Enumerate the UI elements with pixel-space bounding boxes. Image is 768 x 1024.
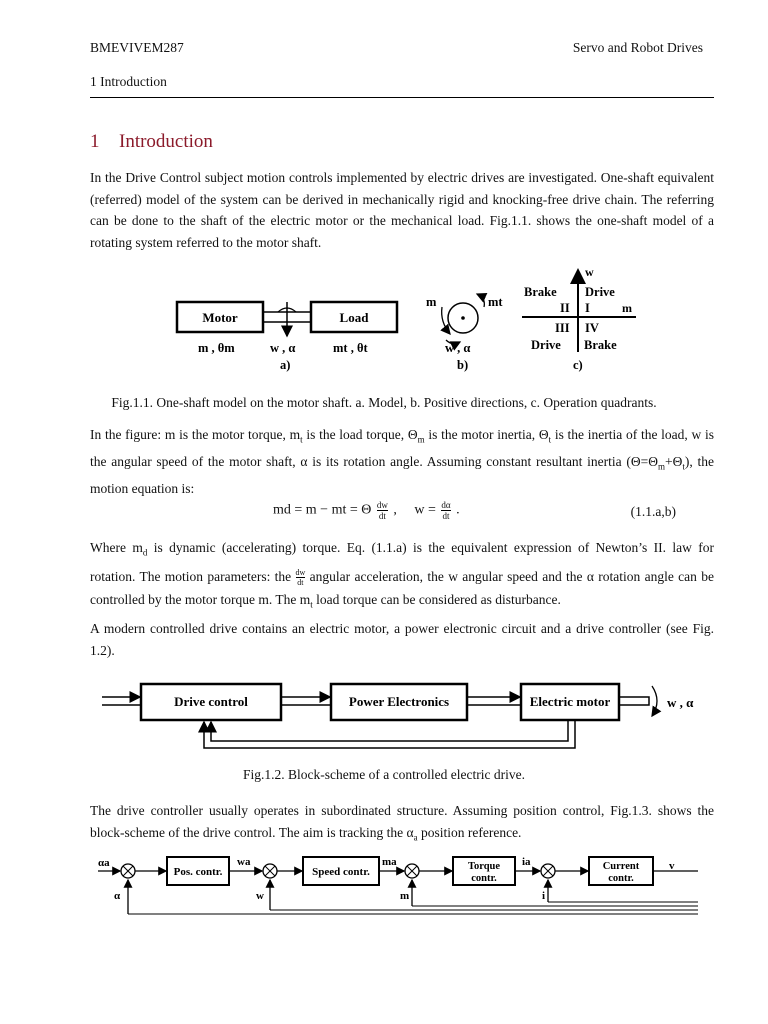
pos-w-alpha: w , α — [445, 341, 471, 355]
motor-output-label: w , α — [667, 695, 694, 710]
paragraph-2 — [90, 424, 714, 500]
p2-sub-2: m — [417, 434, 425, 445]
p2-text-6: ), the motion equation is: — [90, 454, 714, 497]
eq-mid: , w = — [393, 502, 436, 518]
figure-1-1-caption: Fig.1.1. One-shaft model on the motor shaft. a. Model, b. Positive directions, c. Operation quadrants. — [111, 395, 657, 410]
m-label: m — [400, 890, 410, 902]
alpha-label: α — [114, 890, 121, 902]
pos-m: m — [426, 295, 437, 309]
header-rule — [90, 97, 714, 98]
eq-label: (1.1.a,b) — [630, 504, 676, 519]
section-title-text: Introduction — [119, 131, 213, 152]
label-mt-thetat: mt , θt — [333, 341, 368, 355]
quadrant-IV: IV — [585, 321, 599, 335]
p2-sub-5: t — [682, 461, 685, 472]
paragraph-3 — [90, 536, 714, 616]
tag-c: c) — [573, 358, 583, 372]
p2-sub-1: t — [300, 434, 303, 445]
power-electronics-label: Power Electronics — [348, 694, 450, 709]
electric-motor-label: Electric motor — [529, 694, 611, 709]
p2-sub-3: t — [548, 434, 552, 445]
figure-1-3 — [92, 850, 702, 920]
w-label: w — [256, 890, 264, 902]
quadrant-brake-top: Brake — [524, 285, 557, 299]
wa-label: wa — [237, 856, 251, 868]
motor-label: Motor — [202, 310, 238, 325]
quadrant-II: II — [560, 301, 570, 315]
eq-frac1-num: dw — [376, 500, 388, 510]
p5-text-2: position reference. — [417, 824, 522, 840]
quadrant-w: w — [585, 265, 594, 279]
quadrant-m: m — [622, 301, 632, 315]
p3-text-4: load torque can be considered as disturbance. — [312, 591, 561, 607]
p3-sub-2: t — [310, 599, 313, 610]
p2-text-5: +Θ — [665, 454, 683, 470]
header-section: 1 Introduction — [90, 74, 167, 89]
figure-1-2-caption: Fig.1.2. Block-scheme of a controlled electric drive. — [243, 767, 525, 782]
pos-contr-label: Pos. contr. — [173, 866, 223, 878]
p3-text-3: angular acceleration, the w angular speed and the α rotation angle can be controlled by the motor torque m. The m — [90, 568, 714, 607]
quadrant-I: I — [585, 301, 590, 315]
figure-1-2 — [100, 676, 710, 756]
v-label: v — [669, 860, 675, 872]
ia-label: ia — [522, 856, 531, 868]
alpha-a-label: αa — [98, 857, 110, 869]
p3-sub-1: d — [142, 547, 148, 558]
p3-frac-den: dt — [297, 578, 304, 588]
pos-mt: mt — [488, 295, 503, 309]
p5-sub-1: a — [413, 832, 418, 843]
eq-lhs: md = m − mt = Θ — [273, 502, 372, 518]
tag-b: b) — [457, 358, 469, 372]
p2-text-4: is the inertia of the load, w is the angular speed of the motor shaft, α is its rotation angle. Assuming constant resultant inertia (Θ=Θ — [90, 427, 714, 470]
header-course: Servo and Robot Drives — [572, 40, 703, 55]
paragraph-1: In the Drive Control subject motion controls implemented by electric drives are investigated. One-shaft equivalent (referred) model of the system can be derived in mechanically rigid and knocking-free drive chain. The referring can be done to the shaft of the electric motor or the mechanical load. Fig.1.1. shows the one-shaft model of a rotating system referred to the motor shaft. — [90, 170, 714, 250]
i-label: i — [542, 890, 546, 902]
p2-text-3: is the motor inertia, Θ — [424, 427, 549, 442]
ma-label: ma — [382, 856, 397, 868]
load-label: Load — [339, 310, 369, 325]
label-w-alpha: w , α — [270, 341, 296, 355]
section-number: 1 — [90, 131, 100, 152]
p3-frac-num: dw — [295, 568, 306, 578]
quadrant-brake-bottom: Brake — [584, 338, 617, 352]
paragraph-4: A modern controlled drive contains an electric motor, a power electronic circuit and a drive controller (see Fig. 1.2). — [90, 621, 714, 658]
label-m-theta: m , θm — [198, 341, 235, 355]
figure-1-1 — [170, 262, 640, 374]
p2-text-2: is the load torque, Θ — [302, 427, 418, 442]
p2-sub-4: m — [657, 461, 665, 472]
header-code: BMEVIVEM287 — [90, 40, 184, 55]
eq-frac1-den: dt — [378, 511, 386, 521]
quadrant-drive-bottom: Drive — [531, 338, 561, 352]
eq-frac2-num: dα — [441, 500, 451, 510]
eq-frac2-den: dt — [442, 511, 450, 521]
p3-text-2: is dynamic (accelerating) torque. Eq. (1.1.a) is the equivalent expression of Newton’s II. law for rotation. The motion parameters: the — [90, 540, 714, 584]
current-contr-label-2: contr. — [608, 873, 634, 884]
section-title — [90, 131, 213, 153]
p5-text-1: The drive controller usually operates in subordinated structure. Assuming position control, Fig.1.3. shows the block-scheme of the drive control. The aim is tracking the α — [90, 803, 714, 840]
p3-text-1: Where m — [90, 540, 143, 555]
torque-contr-label-1: Torque — [467, 861, 501, 872]
current-contr-label-1: Current — [602, 861, 640, 872]
tag-a: a) — [280, 358, 291, 372]
p2-text-1: In the figure: m is the motor torque, m — [90, 427, 301, 442]
quadrant-III: III — [555, 321, 570, 335]
speed-contr-label: Speed contr. — [312, 866, 370, 878]
torque-contr-label-2: contr. — [471, 873, 497, 884]
quadrant-drive-top: Drive — [585, 285, 615, 299]
drive-control-label: Drive control — [174, 694, 248, 709]
eq-end: . — [456, 502, 460, 518]
paragraph-5 — [90, 800, 714, 849]
